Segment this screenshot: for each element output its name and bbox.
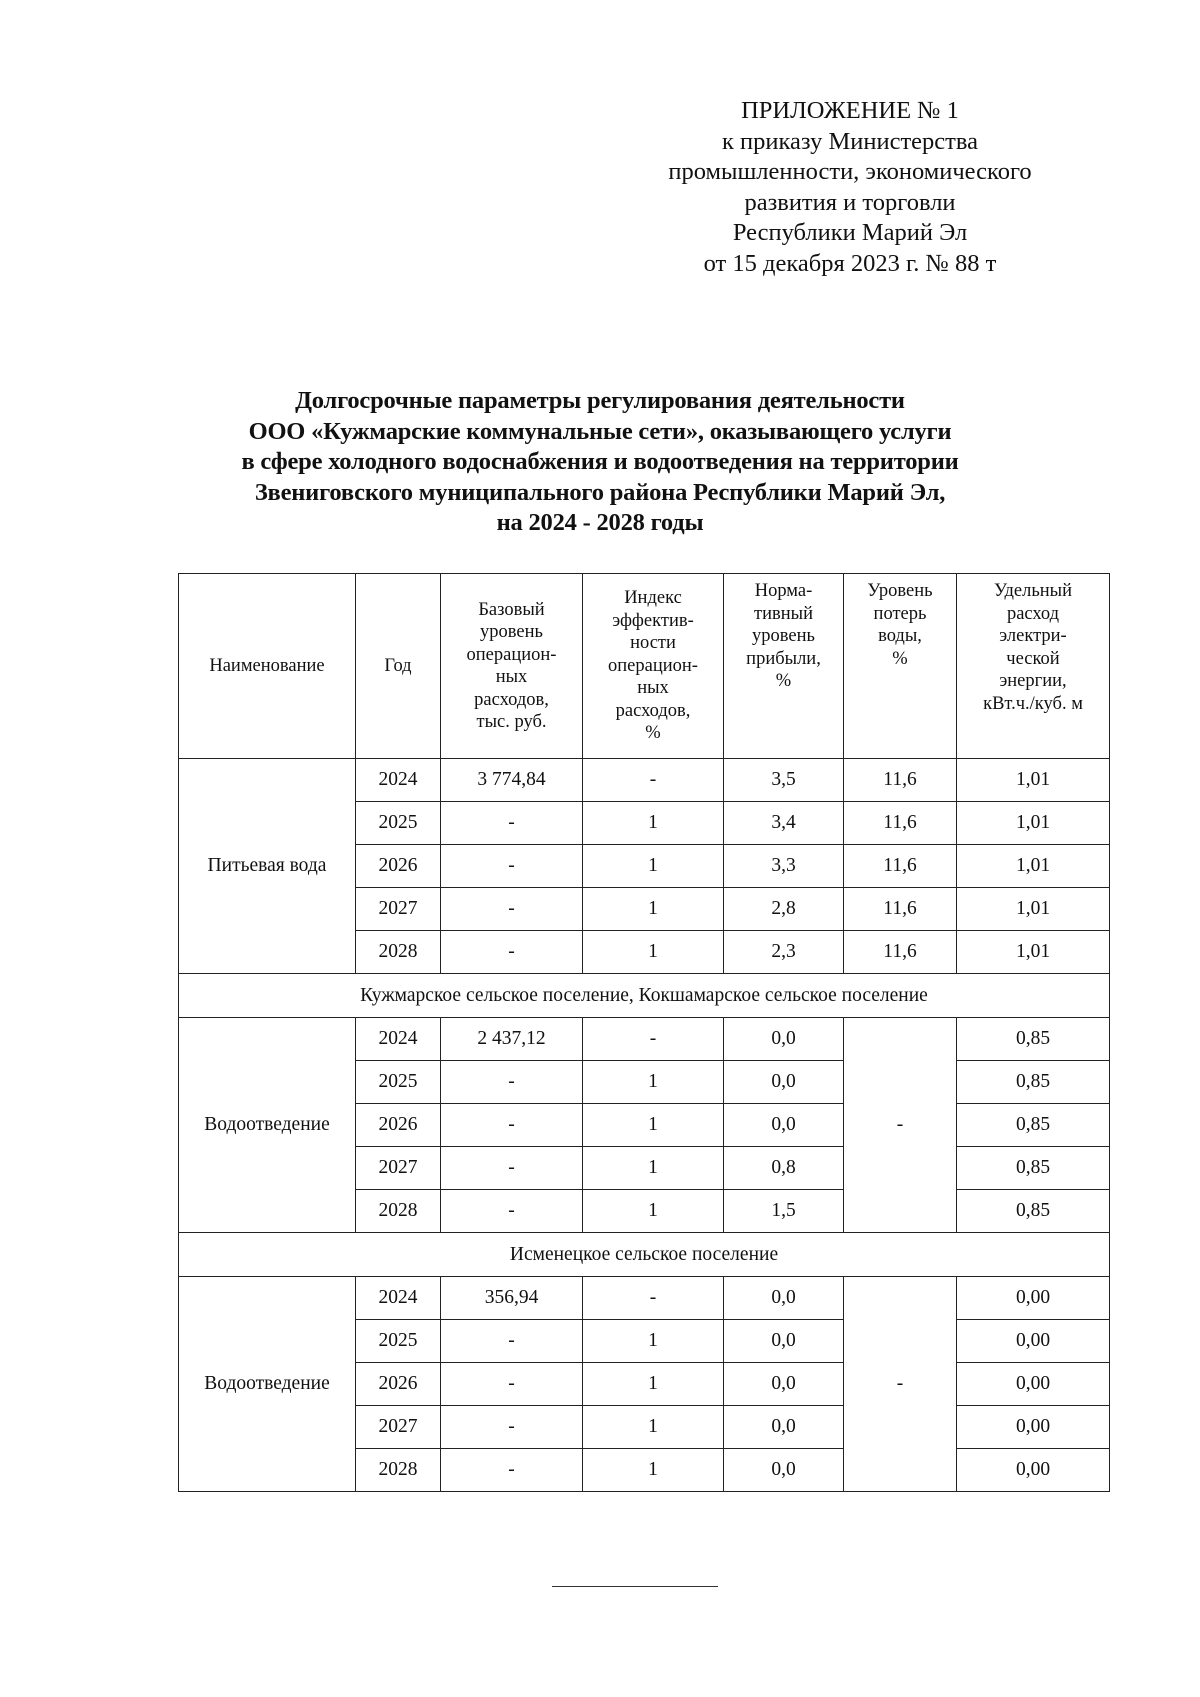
cell-efficiency-index: 1 [583,888,724,931]
cell-profit-level: 2,8 [724,888,844,931]
cell-water-loss-merged: - [844,1018,957,1233]
cell-efficiency-index: 1 [583,1320,724,1363]
cell-base-opex: - [441,1190,583,1233]
cell-efficiency-index: - [583,1018,724,1061]
service-name: Водоотведение [179,1018,356,1233]
cell-year: 2028 [356,1190,441,1233]
cell-year: 2026 [356,1104,441,1147]
cell-energy: 0,00 [957,1277,1110,1320]
cell-year: 2027 [356,1406,441,1449]
cell-base-opex: - [441,1147,583,1190]
header-profit-level: Норма- тивный уровень прибыли, % [724,574,844,759]
table-row [179,1018,1110,1061]
cell-year: 2025 [356,1320,441,1363]
cell-water-loss-merged: - [844,1277,957,1492]
cell-water-loss: 11,6 [844,845,957,888]
cell-energy: 0,85 [957,1104,1110,1147]
cell-base-opex: - [441,931,583,974]
cell-base-opex: - [441,802,583,845]
cell-profit-level: 2,3 [724,931,844,974]
cell-profit-level: 0,0 [724,1277,844,1320]
cell-water-loss: 11,6 [844,759,957,802]
cell-energy: 0,00 [957,1406,1110,1449]
cell-efficiency-index: 1 [583,802,724,845]
cell-profit-level: 0,0 [724,1449,844,1492]
cell-efficiency-index: - [583,1277,724,1320]
cell-profit-level: 1,5 [724,1190,844,1233]
cell-efficiency-index: 1 [583,1061,724,1104]
cell-base-opex: - [441,1363,583,1406]
cell-energy: 1,01 [957,888,1110,931]
cell-year: 2027 [356,1147,441,1190]
cell-profit-level: 0,0 [724,1320,844,1363]
cell-profit-level: 0,0 [724,1104,844,1147]
footer-divider [552,1586,718,1587]
appendix-line: ПРИЛОЖЕНИЕ № 1 [741,97,959,124]
cell-year: 2026 [356,845,441,888]
parameters-table [178,573,1110,1492]
cell-base-opex: 2 437,12 [441,1018,583,1061]
cell-efficiency-index: 1 [583,1363,724,1406]
cell-profit-level: 3,5 [724,759,844,802]
cell-energy: 0,00 [957,1449,1110,1492]
cell-profit-level: 0,8 [724,1147,844,1190]
appendix-header [640,96,1060,279]
title-line: Звениговского муниципального района Республики Марий Эл, [254,478,946,506]
cell-year: 2024 [356,1018,441,1061]
service-name: Водоотведение [179,1277,356,1492]
cell-efficiency-index: 1 [583,1104,724,1147]
cell-water-loss: 11,6 [844,888,957,931]
cell-year: 2024 [356,1277,441,1320]
cell-base-opex: - [441,1449,583,1492]
cell-energy: 0,85 [957,1061,1110,1104]
cell-year: 2025 [356,1061,441,1104]
cell-energy: 1,01 [957,802,1110,845]
cell-year: 2024 [356,759,441,802]
cell-profit-level: 0,0 [724,1363,844,1406]
cell-base-opex: - [441,1061,583,1104]
cell-base-opex: 3 774,84 [441,759,583,802]
cell-water-loss: 11,6 [844,931,957,974]
appendix-line: развития и торговли [744,188,956,216]
table-row [179,759,1110,802]
header-base-opex: Базовый уровень операцион- ных расходов, тыс. руб. [441,574,583,759]
section-title: Кужмарское сельское поселение, Кокшамарское сельское поселение [179,974,1110,1018]
header-name: Наименование [179,574,356,759]
section-title: Исменецкое сельское поселение [179,1233,1110,1277]
cell-profit-level: 0,0 [724,1406,844,1449]
title-line: ООО «Кужмарские коммунальные сети», оказывающего услуги [248,417,952,445]
cell-base-opex: - [441,888,583,931]
section-row [179,974,1110,1018]
cell-efficiency-index: - [583,759,724,802]
cell-base-opex: - [441,1320,583,1363]
cell-year: 2026 [356,1363,441,1406]
appendix-line: промышленности, экономического [668,158,1032,185]
title-line: на 2024 - 2028 годы [496,509,704,536]
header-water-loss: Уровень потерь воды, % [844,574,957,759]
cell-profit-level: 3,3 [724,845,844,888]
cell-efficiency-index: 1 [583,1147,724,1190]
cell-year: 2028 [356,1449,441,1492]
cell-year: 2027 [356,888,441,931]
appendix-line: к приказу Министерства [722,127,978,155]
header-year: Год [356,574,441,759]
cell-base-opex: - [441,1406,583,1449]
cell-profit-level: 0,0 [724,1018,844,1061]
cell-year: 2028 [356,931,441,974]
cell-efficiency-index: 1 [583,931,724,974]
header-energy-consumption: Удельный расход электри- ческой энергии, кВт.ч./куб. м [957,574,1110,759]
cell-energy: 1,01 [957,759,1110,802]
appendix-line: от 15 декабря 2023 г. № 88 т [703,249,997,277]
cell-efficiency-index: 1 [583,1449,724,1492]
cell-energy: 0,85 [957,1147,1110,1190]
cell-profit-level: 3,4 [724,802,844,845]
cell-energy: 1,01 [957,845,1110,888]
cell-base-opex: - [441,1104,583,1147]
table-row [179,1277,1110,1320]
document-title [140,386,1060,539]
cell-energy: 0,00 [957,1363,1110,1406]
cell-base-opex: - [441,845,583,888]
table-header-row [179,574,1110,759]
service-name: Питьевая вода [179,759,356,974]
cell-energy: 0,00 [957,1320,1110,1363]
title-line: в сфере холодного водоснабжения и водоотведения на территории [241,448,959,475]
cell-efficiency-index: 1 [583,845,724,888]
cell-energy: 0,85 [957,1190,1110,1233]
cell-water-loss: 11,6 [844,802,957,845]
title-line: Долгосрочные параметры регулирования деятельности [295,387,905,414]
cell-energy: 1,01 [957,931,1110,974]
cell-energy: 0,85 [957,1018,1110,1061]
cell-efficiency-index: 1 [583,1190,724,1233]
section-row [179,1233,1110,1277]
header-efficiency-index: Индекс эффектив- ности операцион- ных расходов, % [583,574,724,759]
cell-base-opex: 356,94 [441,1277,583,1320]
cell-year: 2025 [356,802,441,845]
appendix-line: Республики Марий Эл [732,219,968,246]
cell-profit-level: 0,0 [724,1061,844,1104]
cell-efficiency-index: 1 [583,1406,724,1449]
